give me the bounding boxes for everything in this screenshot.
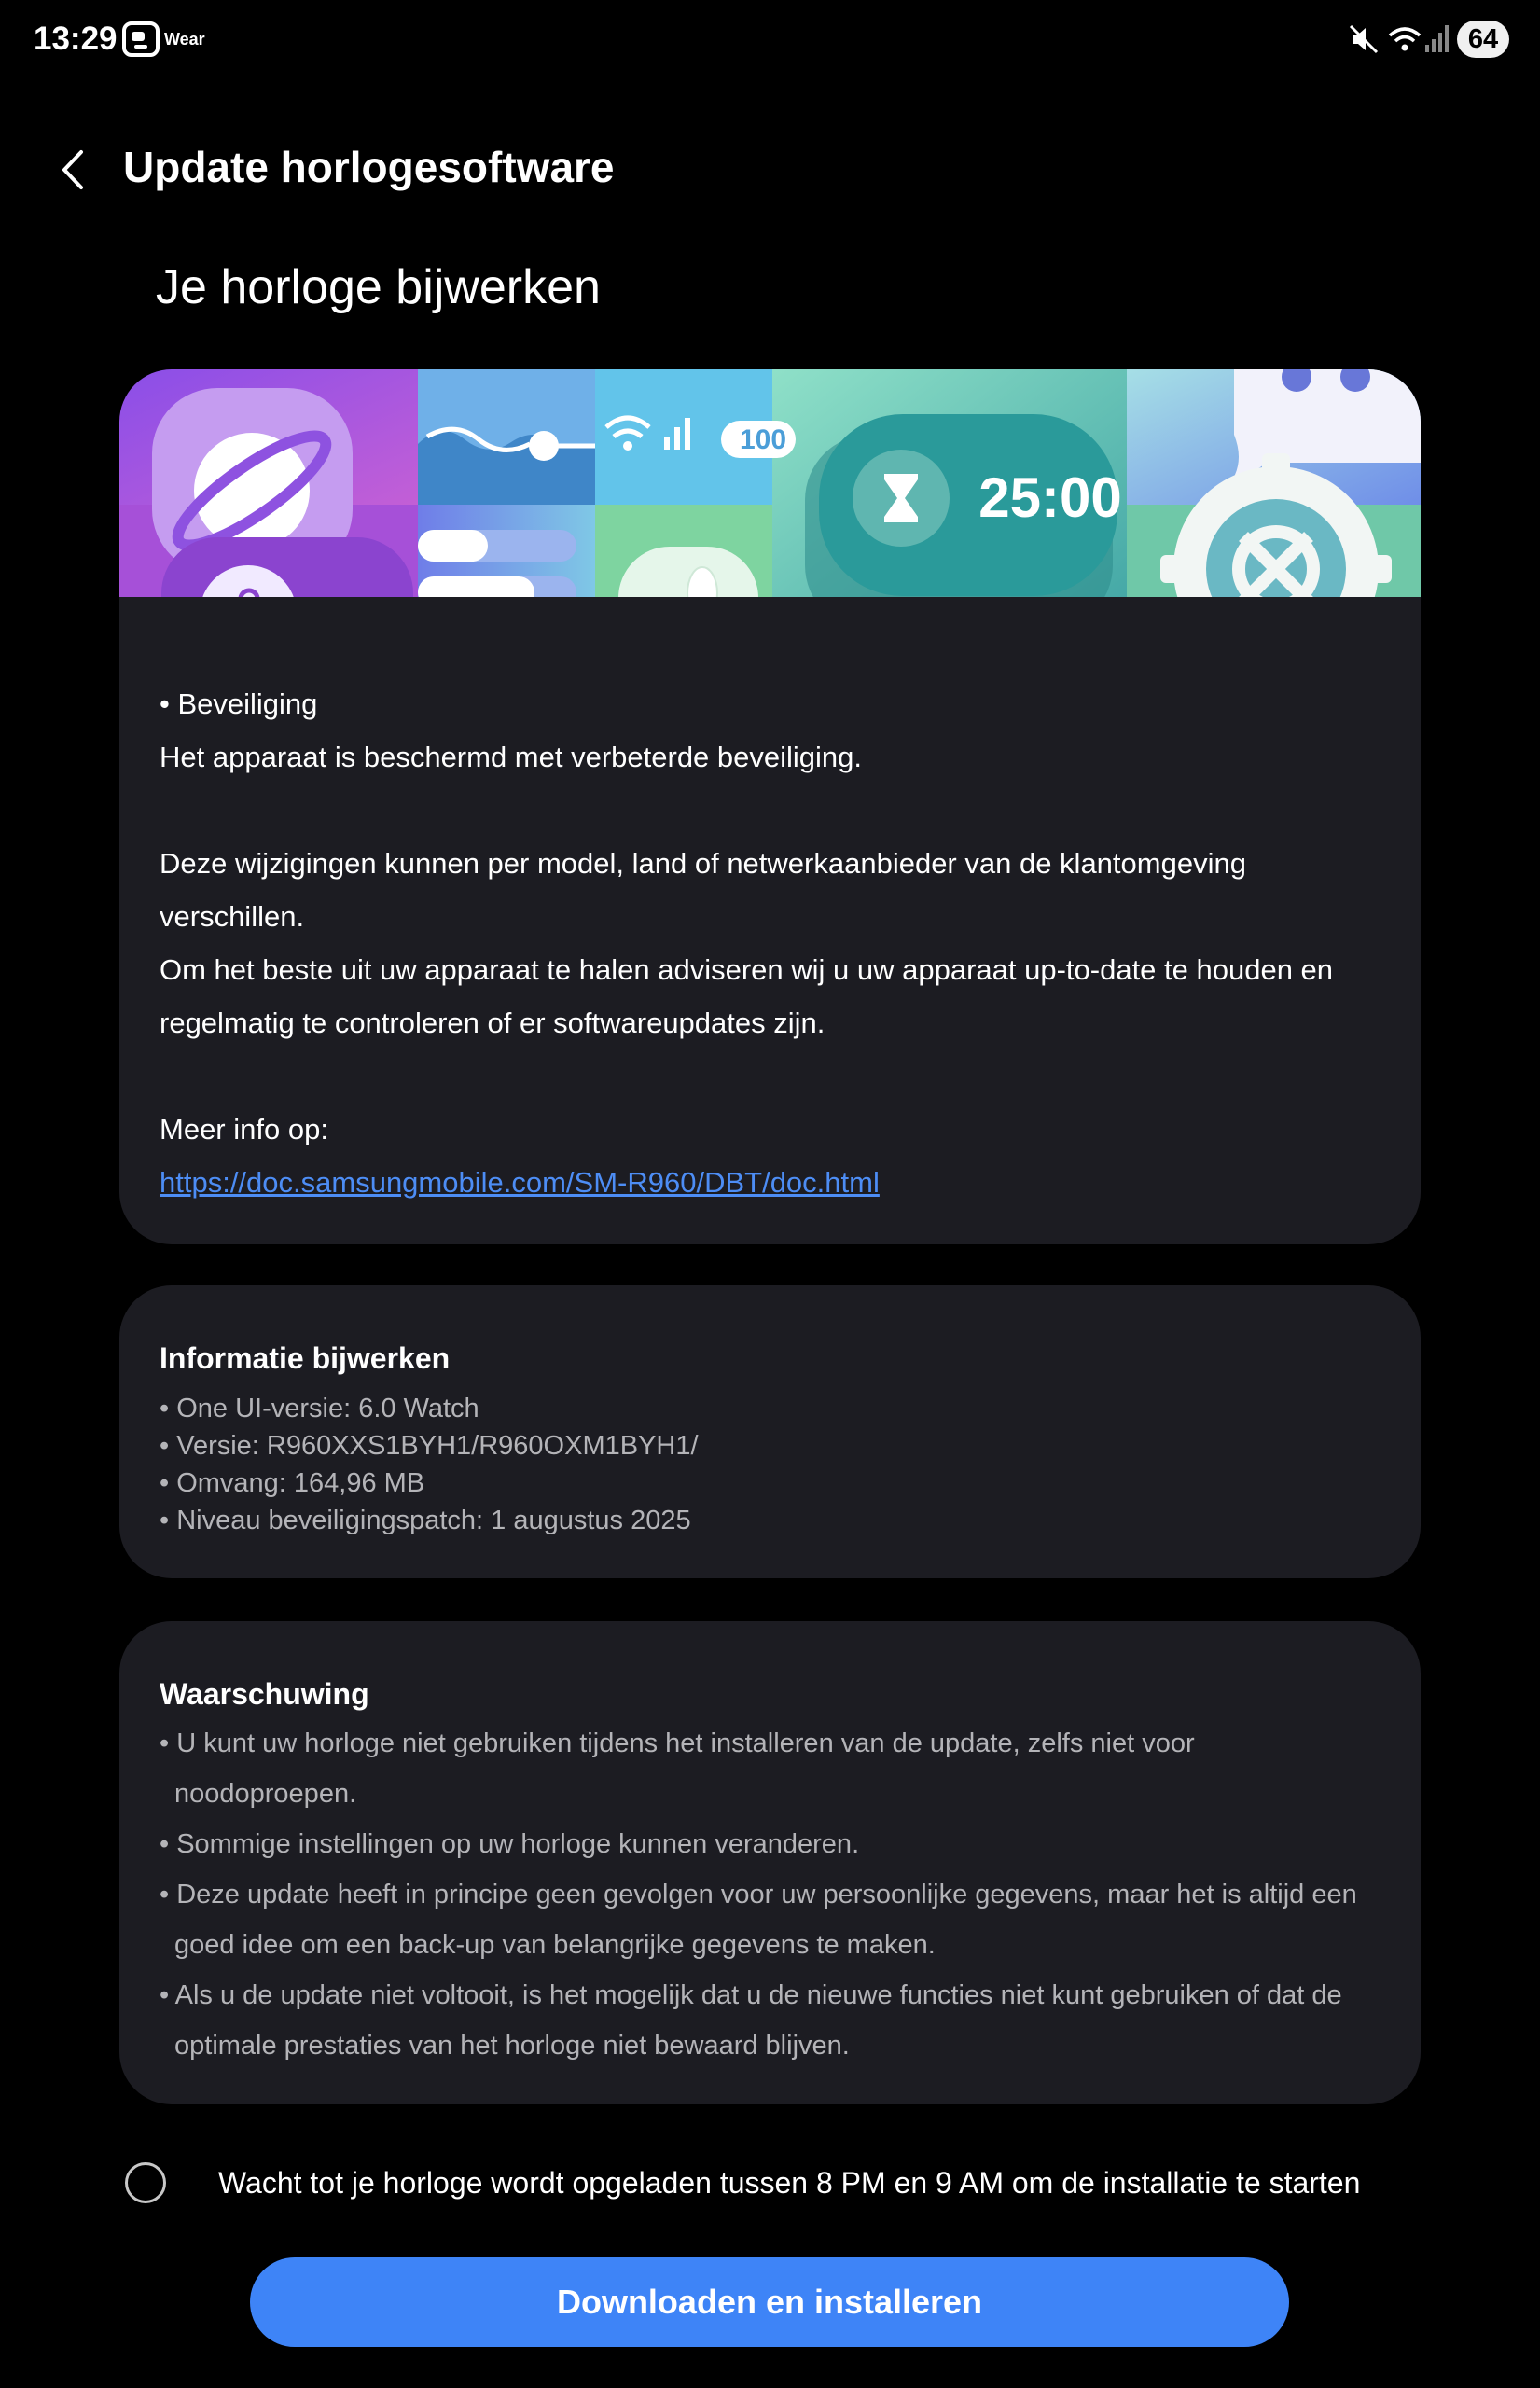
warning-item: • Als u de update niet voltooit, is het mogelijk dat u de nieuwe functies niet kunt gebruiken of dat de: [160, 1980, 1342, 2010]
update-info-card: [119, 1285, 1421, 1578]
warning-item: • Deze update heeft in principe geen gevolgen voor uw persoonlijke gegevens, maar het is altijd een: [160, 1880, 1357, 1909]
status-time: 13:29: [34, 21, 118, 57]
download-install-button[interactable]: Downloaden en installeren: [250, 2257, 1289, 2347]
warning-item: noodoproepen.: [174, 1779, 357, 1809]
info-item: • Versie: R960XXS1BYH1/R960OXM1BYH1/: [160, 1431, 699, 1461]
warning-item: goed idee om een back-up van belangrijke gegevens te maken.: [174, 1930, 936, 1960]
back-button[interactable]: [49, 142, 97, 198]
charge-wait-option[interactable]: [125, 2157, 1412, 2209]
info-item: • Omvang: 164,96 MB: [160, 1468, 425, 1498]
battery-icon: 64: [1457, 21, 1509, 58]
notes-line: Het apparaat is beschermd met verbeterde beveiliging.: [160, 741, 863, 773]
radio-label: Wacht tot je horloge wordt opgeladen tussen 8 PM en 9 AM om de installatie te starten: [218, 2165, 1361, 2200]
release-notes-card: [119, 597, 1421, 1244]
radio-button[interactable]: [125, 2162, 166, 2203]
notes-line: regelmatig te controleren of er softwareupdates zijn.: [160, 1007, 825, 1039]
info-list: [160, 1390, 699, 1539]
status-bar: [0, 0, 1540, 78]
wear-icon: [121, 21, 160, 58]
warning-title: Waarschuwing: [160, 1677, 369, 1711]
notes-line: Om het beste uit uw apparaat te halen adviseren wij u uw apparaat up-to-date te houden en: [160, 953, 1334, 986]
notes-line: • Beveiliging: [160, 687, 318, 720]
svg-text:25:00: 25:00: [978, 466, 1122, 529]
wifi-icon: [1386, 22, 1423, 56]
info-item: • Niveau beveiligingspatch: 1 augustus 2025: [160, 1506, 691, 1535]
chevron-left-icon: [59, 148, 87, 191]
wear-label: Wear: [164, 30, 205, 49]
warning-item: • U kunt uw horloge niet gebruiken tijdens het installeren van de update, zelfs niet voor: [160, 1729, 1195, 1758]
warning-card: [119, 1621, 1421, 2104]
warning-item: optimale prestaties van het horloge niet bewaard blijven.: [174, 2031, 850, 2061]
info-item: • One UI-versie: 6.0 Watch: [160, 1394, 479, 1423]
signal-icon: [1423, 22, 1450, 54]
warning-item: • Sommige instellingen op uw horloge kunnen veranderen.: [160, 1829, 860, 1859]
mute-icon: [1349, 24, 1379, 54]
more-info-link[interactable]: https://doc.samsungmobile.com/SM-R960/DBT/doc.html: [160, 1166, 880, 1199]
notes-line: Deze wijzigingen kunnen per model, land of netwerkaanbieder van de klantomgeving: [160, 847, 1246, 880]
warning-list: [160, 1718, 1383, 2071]
notes-line: Meer info op:: [160, 1113, 328, 1145]
svg-text:100: 100: [739, 424, 787, 455]
page-title: Update horlogesoftware: [123, 143, 615, 191]
notes-line: verschillen.: [160, 900, 305, 933]
section-heading: Je horloge bijwerken: [156, 260, 601, 314]
info-title: Informatie bijwerken: [160, 1341, 451, 1375]
